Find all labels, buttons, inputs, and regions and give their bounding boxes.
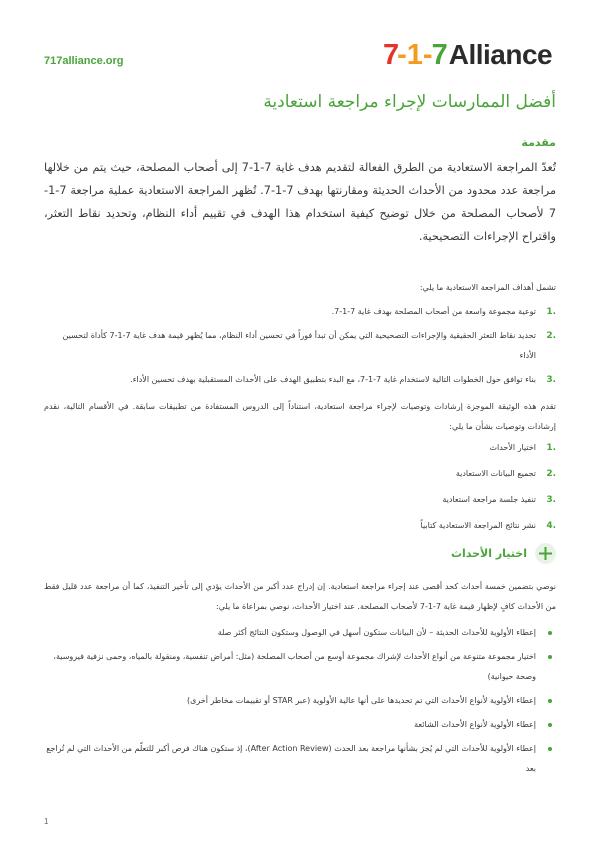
bullet-dot (548, 723, 552, 727)
list-text: تنفيذ جلسة مراجعة استعادية (442, 495, 536, 504)
list-item (44, 691, 556, 711)
list-item (44, 739, 556, 779)
section-heading-event-selection (451, 543, 556, 564)
plus-icon (535, 543, 556, 564)
list-text: إعطاء الأولوية لأنواع الأحداث التي تم تحديدها على أنها عالية الأولوية (عبر STAR أو تقييمات مخاطر أخرى) (186, 696, 536, 705)
page-title: أفضل الممارسات لإجراء مراجعة استعادية (263, 92, 556, 112)
goals-list (44, 302, 556, 390)
list-item (44, 326, 556, 366)
list-number: 4. (546, 521, 556, 531)
list-text: بناء توافق حول الخطوات التالية لاستخدام غاية 7-1-7، مع البدء بتطبيق الهدف على الأحداث المستقبلية بهدف تحسين الأداء. (130, 375, 536, 384)
list-text: تحديد نقاط التعثر الحقيقية والإجراءات التصحيحية التي يمكن أن تبدأ فوراً في تحسين أداء النظام، مما يُظهر قيمة هدف غاية 7-1-7 كأداة لتحسين الأداء (62, 331, 536, 360)
list-item (44, 464, 556, 484)
list-number: 3. (546, 495, 556, 505)
list-number: 3. (546, 375, 556, 385)
list-text: نشر نتائج المراجعة الاستعادية كتابياً (420, 521, 536, 530)
list-number: 1. (546, 307, 556, 317)
list-text: اختيار مجموعة متنوعة من أنواع الأحداث لإشراك مجموعة أوسع من أصحاب المصلحة (مثل: أمراض تنفسية، ومنقولة بالمياه، وحمى نزفية فيروسية، وصحة حيوانية) (53, 652, 536, 681)
logo-seven-left: 7 (383, 38, 399, 71)
section-heading-text: اختيار الأحداث (450, 547, 527, 560)
list-item (44, 516, 556, 536)
site-url[interactable]: 717alliance.org (44, 55, 124, 67)
list-item (44, 302, 556, 322)
list-number: 1. (546, 443, 556, 453)
list-text: إعطاء الأولوية للأحداث الحديثة – لأن البيانات ستكون أسهل في الوصول وستكون النتائج أكثر صلة (217, 628, 536, 637)
intro-paragraph: تُعدّ المراجعة الاستعادية من الطرق الفعالة لتقديم هدف غاية 7-1-7 إلى أصحاب المصلحة، حيث يتم من خلالها مراجعة عدد محدود من الأحداث الحديثة ومقارنتها بهدف 7-1-7. تُظهر المراجعة الاستعادية عملية مراجعة 7-1-7 لأصحاب المصلحة من خلال توضيح كيفية استخدام هذا الهدف في تقييم أداء النظام، وتحديد نقاط التعثر، واقتراح الإجراءات التصحيحية. (44, 161, 556, 243)
criteria-list (44, 623, 556, 779)
list-item (44, 438, 556, 458)
intro-heading: مقدمة (521, 136, 556, 149)
list-item (44, 623, 556, 643)
logo-one: -1- (397, 38, 433, 71)
logo-seven-right: 7 (431, 38, 448, 71)
list-number: 2. (546, 331, 556, 341)
list-text: اختيار الأحداث (489, 443, 536, 452)
list-item (44, 490, 556, 510)
guidance-intro: تقدم هذه الوثيقة الموجزة إرشادات وتوصيات لإجراء مراجعة استعادية، استناداً إلى الدروس المستفادة من تطبيقات سابقة. في الأقسام التالية، نقدم إرشادات وتوصيات بشأن ما يلي: (44, 402, 556, 431)
list-text: توعية مجموعة واسعة من أصحاب المصلحة بهدف غاية 7-1-7. (331, 307, 536, 316)
bullet-dot (548, 655, 552, 659)
list-text: إعطاء الأولوية للأحداث التي لم يُجرَ بشأنها مراجعة بعد الحدث (After Action Review)، إذ ستكون هناك فرص أكبر للتعلّم من الأحداث التي لم تُراجع بعد (46, 744, 536, 773)
list-text: إعطاء الأولوية لأنواع الأحداث الشائعة (414, 720, 536, 729)
logo-717-alliance (383, 38, 552, 72)
logo-word: Alliance (448, 39, 553, 70)
goals-intro: تشمل أهداف المراجعة الاستعادية ما يلي: (419, 283, 556, 292)
bullet-dot (548, 631, 552, 635)
page-number: 1 (44, 817, 49, 826)
steps-list (44, 438, 556, 536)
bullet-dot (548, 699, 552, 703)
list-number: 2. (546, 469, 556, 479)
list-item (44, 647, 556, 687)
list-text: تجميع البيانات الاستعادية (455, 469, 536, 478)
list-item (44, 370, 556, 390)
list-item (44, 715, 556, 735)
bullet-dot (548, 747, 552, 751)
event-selection-paragraph: نوصي بتضمين خمسة أحداث كحد أقصى عند إجراء مراجعة استعادية. إن إدراج عدد أكبر من الأحداث يؤدي إلى تأخير التنفيذ، كما أن مراجعة عدد قليل فقط من الأحداث كافٍ لإظهار قيمة غاية 7-1-7 لأصحاب المصلحة. عند اختيار الأحداث، نوصي بمراعاة ما يلي: (44, 582, 556, 611)
